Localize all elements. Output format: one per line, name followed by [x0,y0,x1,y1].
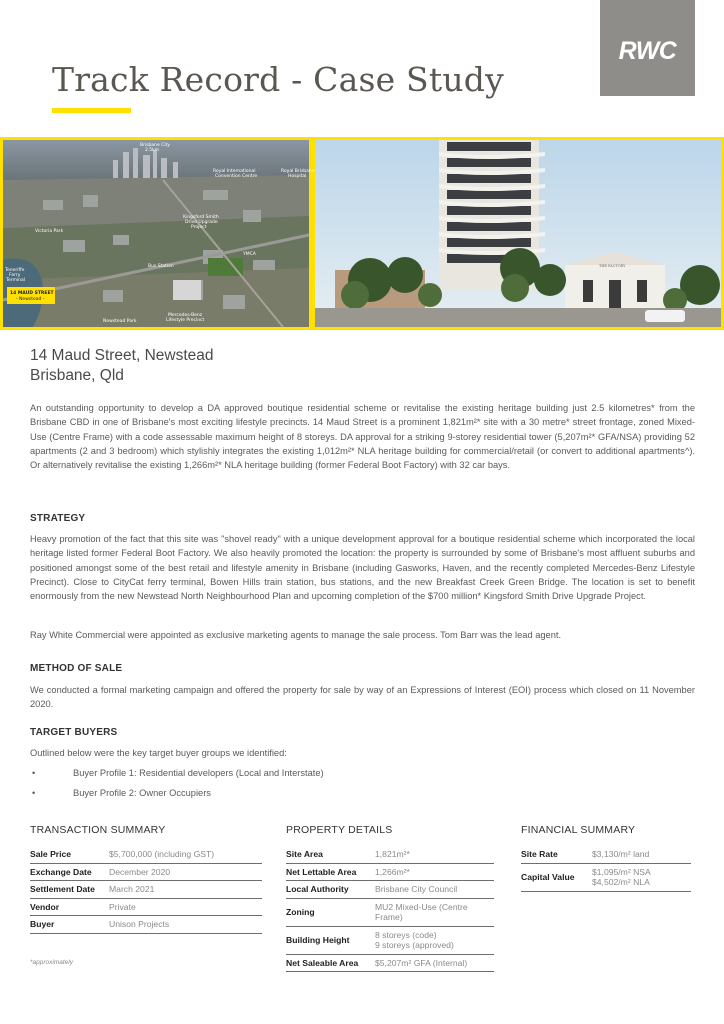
label-royal-hosp-2: Hospital [288,174,307,179]
site-label-2: - Newstead - [16,297,45,302]
table-row: Local Authority Brisbane City Council [286,881,494,899]
label-ferry-3: Terminal [6,278,26,283]
strategy-paragraph-2: Ray White Commercial were appointed as exclusive marketing agents to manage the sale process. Tom Barr was the lead agent. [30,630,562,640]
logo-text: RWC [618,36,677,65]
facade-sign: THE FACTORY [599,264,626,268]
label-ferry: Teneriffe [5,268,25,273]
buyer-list [30,766,690,806]
label-mercedes-2: Lifestyle Precinct [166,318,205,323]
building-render [315,140,721,327]
transaction-table [30,846,262,934]
footnote: *approximately [30,959,73,966]
rwc-logo [600,0,695,96]
bullet-icon: • [32,788,36,798]
label-project-2: Drive Upgrade [185,220,218,225]
page-title: Track Record - Case Study [52,60,504,99]
label-cbd: Brisbane City [140,143,171,148]
list-item: • Buyer Profile 2: Owner Occupiers [32,788,211,798]
label-ferry-2: Ferry [9,273,21,278]
building-render-graphic [315,140,721,327]
table-row: Capital Value $1,095/m² NSA $4,502/m² NLA [521,863,691,891]
strategy-heading: STRATEGY [30,513,86,524]
strategy-paragraph-1: Heavy promotion of the fact that this site was "shovel ready" with a unique development approval for a boutique residential scheme which incorporated the local heritage listed former Federal Boot Factory. We also heavily promoted the location: the property is surrounded by some of Brisbane's most affluent suburbs and positioned amongst some of the best retail and lifestyle amenity in Brisbane (including Gasworks, Haven, and the recently completed Mercedes-Benz Lifestyle Precinct). Close to CityCat ferry terminal, Bowen Hills train station, bus stations, and the new Breakfast Creek Green Bridge. The location is set to benefit enormously from the new Newstead North Neighbourhood Plan and upcoming completion of the $700 million* Kingsford Smith Drive Upgrade Project. [30,534,695,602]
table-row: Buyer Unison Projects [30,916,262,934]
label-mercedes: Mercedes-Benz [168,313,203,318]
label-ground: Newstead Park [103,319,137,324]
label-bus: Bus Station [148,264,174,269]
photo-band [0,137,724,330]
label-project: Kingsford Smith [183,215,219,220]
label-cbd-dist: 2.5km [145,148,160,153]
aerial-photo [3,140,315,327]
table-row: Exchange Date December 2020 [30,863,262,881]
table-row: Building Height 8 storeys (code) 9 storeys (approved) [286,926,494,954]
property-address [30,346,214,386]
aerial-photo-graphic [3,140,315,327]
table-row: Net Saleable Area $5,207m² GFA (Internal) [286,954,494,972]
table-row: Site Rate $3,130/m² land [521,846,691,863]
transaction-summary-title: TRANSACTION SUMMARY [30,824,166,836]
property-details-table [286,846,494,972]
label-ymca: YMCA [243,252,256,257]
method-paragraph: We conducted a formal marketing campaign and offered the property for sale by way of an Expressions of Interest (EOI) process which closed on 11 November 2020. [30,685,695,710]
title-underline [52,108,131,113]
table-row: Sale Price $5,700,000 (including GST) [30,846,262,863]
table-row: Vendor Private [30,898,262,916]
property-details-title: PROPERTY DETAILS [286,824,393,836]
table-row: Site Area 1,821m²* [286,846,494,863]
label-royal-intl: Royal International [213,169,256,174]
table-row: Settlement Date March 2021 [30,881,262,899]
buyers-intro: Outlined below were the key target buyer groups we identified: [30,748,287,758]
table-row: Net Lettable Area 1,266m²* [286,863,494,881]
label-royal-intl-2: Convention Centre [215,174,258,179]
address-line-2: Brisbane, Qld [30,367,124,384]
list-item: • Buyer Profile 1: Residential developers (Local and Interstate) [32,768,324,778]
label-park: Victoria Park [35,229,64,234]
label-royal-hosp: Royal Brisbane [281,169,315,174]
label-project-3: Project [191,225,207,230]
buyers-heading: TARGET BUYERS [30,727,118,738]
financial-table [521,846,691,892]
table-row: Zoning MU2 Mixed-Use (Centre Frame) [286,898,494,926]
address-line-1: 14 Maud Street, Newstead [30,347,214,364]
method-heading: METHOD OF SALE [30,663,123,674]
financial-summary-title: FINANCIAL SUMMARY [521,824,636,836]
bullet-icon: • [32,768,36,778]
intro-paragraph: An outstanding opportunity to develop a DA approved boutique residential scheme or revitalise the existing heritage building just 2.5 kilometres* from the Brisbane CBD in one of Brisbane's most exciting lifestyle precincts. 14 Maud Street is a prominent 1,821m²* site with a 30 metre* street frontage, zoned Mixed-Use (Centre Frame) with a code assessable maximum height of 8 storeys. DA approval for a striking 9-storey residential tower (5,207m²* GFA/NSA) providing 52 apartments (2 and 3 bedroom) which stylishly integrates the existing 1,012m²* NLA heritage building for commercial/retail (or convert to additional apartments^). Or alternatively revitalise the existing 1,266m²* NLA heritage building (former Federal Boot Factory) with 32 car bays. [30,403,695,471]
site-label-1: 14 MAUD STREET [10,291,54,296]
